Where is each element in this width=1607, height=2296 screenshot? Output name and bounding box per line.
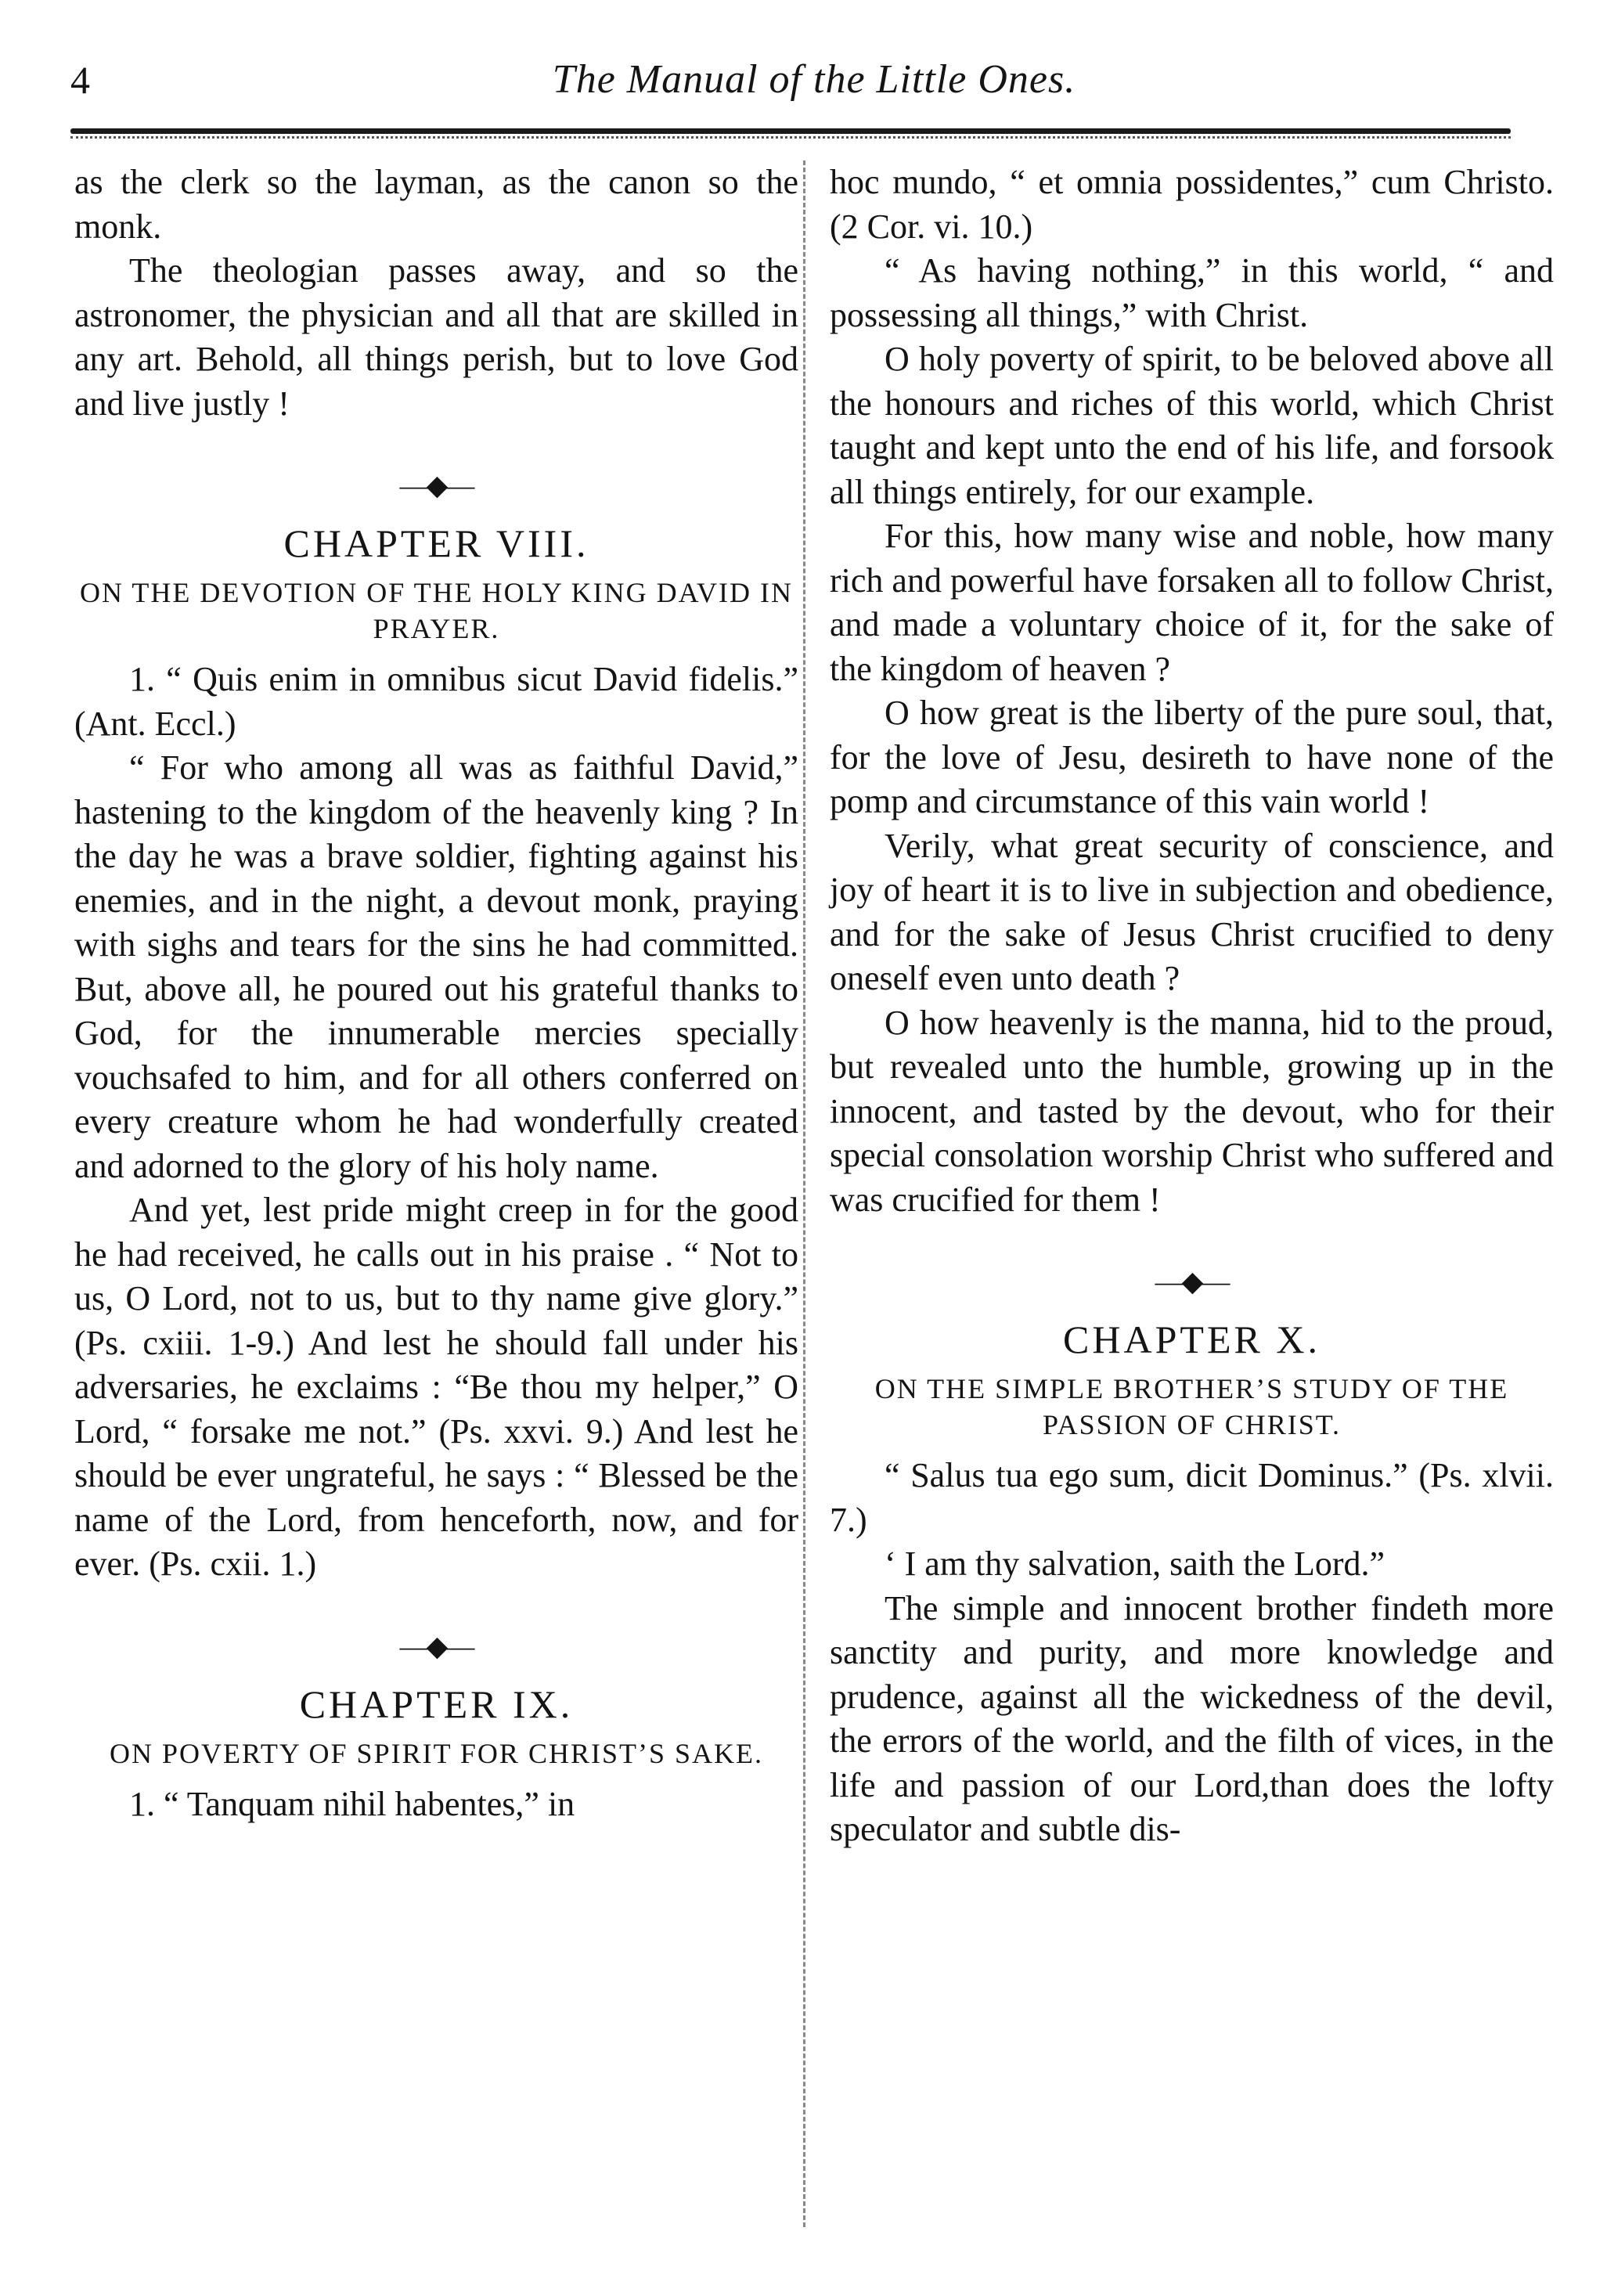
chapter-subtitle: ON THE DEVOTION OF THE HOLY KING DAVID IN PRAYER. — [80, 577, 793, 644]
ornament-divider: —◆— — [1155, 1266, 1229, 1297]
paragraph: The theologian passes away, and so the astronomer, the physician and all that are skilled in any art. Behold, all things perish, but to love God and live justly ! — [74, 251, 798, 423]
chapter-title: CHAPTER IX. — [299, 1681, 574, 1726]
paragraph: “ For who among all was as faithful David,” hastening to the kingdom of the heavenly king ? In the day he was a brave soldier, fighting against his enemies, and in the night, a devout monk, praying with sighs and tears for the sins he had committed. But, above all, he poured out his grateful thanks to God, for the innumerable mercies specially vouchsafed to him, and for all others conferred on every creature whom he had wonderfully created and adorned to the glory of his holy name. — [74, 748, 798, 1185]
paragraph: The simple and innocent brother findeth more sanctity and purity, and more knowledge and prudence, against all the wickedness of the devil, the errors of the world, and the filth of vices, in the life and passion of our Lord,than does the lofty speculator and subtle dis- — [830, 1588, 1554, 1848]
paragraph: “ As having nothing,” in this world, “ and possessing all things,” with Christ. — [830, 251, 1554, 334]
paragraph: For this, how many wise and noble, how many rich and powerful have forsaken all to follow Christ, and made a voluntary choice of it, for the sake of the kingdom of heaven ? — [830, 517, 1554, 688]
paragraph: Verily, what great security of conscience, and joy of heart it is to live in subjection and obedience, and for the sake of Jesus Christ crucified to deny oneself even unto death ? — [830, 826, 1554, 997]
ornament-divider: —◆— — [399, 1630, 474, 1662]
paragraph: “ Salus tua ego sum, dicit Dominus.” (Ps. xlvii. 7.) — [830, 1456, 1554, 1539]
page-header — [70, 56, 1558, 119]
chapter-subtitle: ON POVERTY OF SPIRIT FOR CHRIST’S SAKE. — [110, 1737, 763, 1769]
left-column — [74, 160, 798, 1826]
header-rule — [70, 128, 1511, 139]
paragraph: And yet, lest pride might creep in for the good he had received, he calls out in his praise . “ Not to us, O Lord, not to us, but to thy name give glory.” (Ps. cxiii. 1-9.) And lest he should fall under his adversaries, he exclaims : “Be thou my helper,” O Lord, “ forsake me not.” (Ps. xxvi. 9.) And lest he should be ever ungrateful, he says : “ Blessed be the name of the Lord, from henceforth, now, and for ever. (Ps. cxii. 1.) — [74, 1191, 798, 1583]
paragraph: O how great is the liberty of the pure soul, that, for the love of Jesu, desireth to have none of the pomp and circumstance of this vain world ! — [830, 694, 1554, 820]
page-number: 4 — [70, 58, 90, 102]
chapter-title: CHAPTER X. — [1063, 1317, 1321, 1361]
right-column — [830, 160, 1554, 1852]
chapter-title: CHAPTER VIII. — [283, 521, 589, 565]
paragraph: as the clerk so the layman, as the canon so the monk. — [74, 163, 798, 246]
column-divider — [803, 160, 805, 2227]
paragraph: O how heavenly is the manna, hid to the proud, but revealed unto the humble, growing up in the innocent, and tasted by the devout, who for their special consolation worship Christ who suffered and was crucified for them ! — [830, 1003, 1554, 1219]
ornament-divider: —◆— — [399, 470, 474, 501]
running-title: The Manual of the Little Ones. — [552, 57, 1076, 102]
paragraph: 1. “ Quis enim in omnibus sicut David fidelis.” (Ant. Eccl.) — [74, 660, 798, 743]
chapter-subtitle: ON THE SIMPLE BROTHER’S STUDY OF THE PASSION OF CHRIST. — [874, 1373, 1509, 1440]
paragraph: hoc mundo, “ et omnia possidentes,” cum Christo. (2 Cor. vi. 10.) — [830, 163, 1554, 246]
paragraph: 1. “ Tanquam nihil habentes,” in — [129, 1784, 575, 1823]
paragraph: ‘ I am thy salvation, saith the Lord.” — [885, 1544, 1385, 1583]
paragraph: O holy poverty of spirit, to be beloved above all the honours and riches of this world, which Christ taught and kept unto the end of his life, and forsook all things entirely, for our example. — [830, 340, 1554, 511]
